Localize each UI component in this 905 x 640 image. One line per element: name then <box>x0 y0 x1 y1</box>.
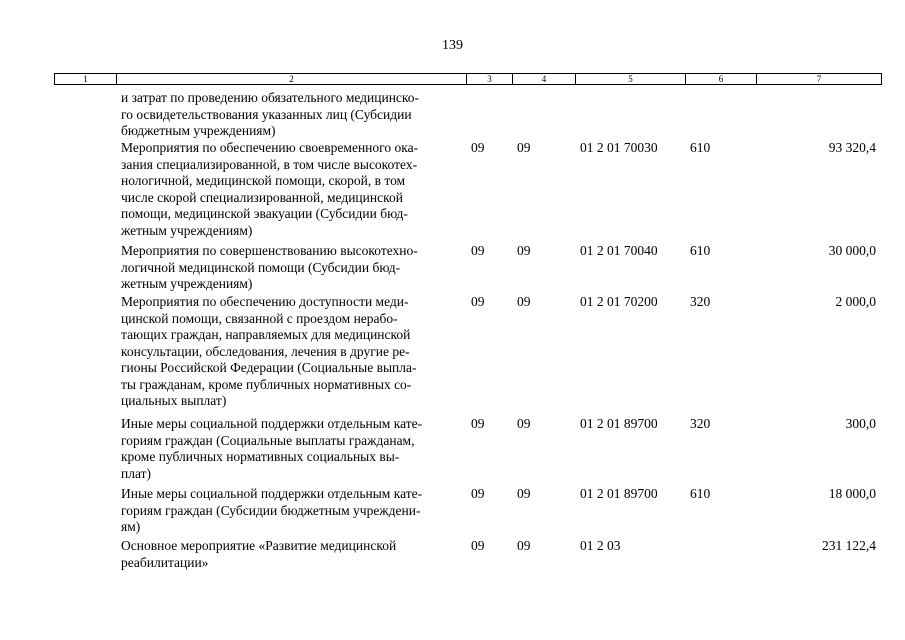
row-target-code-cell: 01 2 01 89700 <box>580 416 658 431</box>
row-amount-cell: 2 000,0 <box>835 294 876 309</box>
page-number: 139 <box>442 38 463 53</box>
row-subsection-cell: 09 <box>517 486 531 501</box>
row-name-cell: Основное мероприятие «Развитие медицинской реабилитации» <box>121 538 397 570</box>
row-section-cell: 09 <box>471 243 485 258</box>
row-amount-cell: 93 320,4 <box>828 140 876 155</box>
row-name-cell: Мероприятия по обеспечению своевременного ока- зания специализированной, в том числе высокотех- нологичной, медицинской помощи, скорой, в том числе скорой специализированной, медицинской помощи, медицинской эвакуации (Субсидии бюд- жетным учреждениям) <box>121 140 419 238</box>
row-section-cell: 09 <box>471 294 485 309</box>
row-amount-cell: 30 000,0 <box>828 243 876 258</box>
row-expense-type-cell: 610 <box>690 486 711 501</box>
row-name-cell: Иные меры социальной поддержки отдельным кате- гориям граждан (Субсидии бюджетным учреждени- ям) <box>121 486 423 534</box>
header-col-2: 2 <box>117 74 467 84</box>
header-col-7: 7 <box>816 74 822 84</box>
row-target-code-cell: 01 2 01 70200 <box>580 294 658 309</box>
row-target-code-cell: 01 2 03 <box>580 538 621 553</box>
row-target-code-cell: 01 2 01 70030 <box>580 140 658 155</box>
row-subsection-cell: 09 <box>517 140 531 155</box>
row-subsection-cell: 09 <box>517 538 531 553</box>
row-expense-type-cell: 320 <box>690 416 711 431</box>
row-name-cell: Мероприятия по совершенствованию высокотехно- логичной медицинской помощи (Субсидии бюд- жетным учреждениям) <box>121 243 418 291</box>
header-col-3: 3 <box>467 74 513 84</box>
row-name-cell: Мероприятия по обеспечению доступности меди- цинской помощи, связанной с проездом нерабо- тающих граждан, направляемых для медицинской консультации, обследования, лечения в другие ре- гионы Российской Федерации (Социальные выпла- ты гражданам, кроме публичных нормативных со- циальных выплат) <box>121 294 417 408</box>
row-name-cell: Иные меры социальной поддержки отдельным кате- гориям граждан (Социальные выплаты гражданам, кроме публичных нормативных социальных вы- плат) <box>121 416 423 481</box>
table-header-row <box>54 73 882 85</box>
header-col-1: 1 <box>55 74 117 84</box>
row-expense-type-cell: 320 <box>690 294 711 309</box>
row-target-code-cell: 01 2 01 89700 <box>580 486 658 501</box>
row-subsection-cell: 09 <box>517 294 531 309</box>
row-section-cell: 09 <box>471 486 485 501</box>
row-subsection-cell: 09 <box>517 416 531 431</box>
header-col-5: 5 <box>576 74 686 84</box>
row-amount-cell: 300,0 <box>845 416 876 431</box>
row-expense-type-cell: 610 <box>690 140 711 155</box>
row-section-cell: 09 <box>471 538 485 553</box>
row-amount-cell: 18 000,0 <box>828 486 876 501</box>
header-col-4: 4 <box>513 74 576 84</box>
row-expense-type-cell: 610 <box>690 243 711 258</box>
row-section-cell: 09 <box>471 416 485 431</box>
header-col-6: 6 <box>686 74 757 84</box>
row-subsection-cell: 09 <box>517 243 531 258</box>
row-amount-cell: 231 122,4 <box>822 538 876 553</box>
row-name-cell: и затрат по проведению обязательного медицинско- го освидетельствования указанных лиц (Субсидии бюджетным учреждениям) <box>121 90 420 138</box>
row-target-code-cell: 01 2 01 70040 <box>580 243 658 258</box>
row-section-cell: 09 <box>471 140 485 155</box>
